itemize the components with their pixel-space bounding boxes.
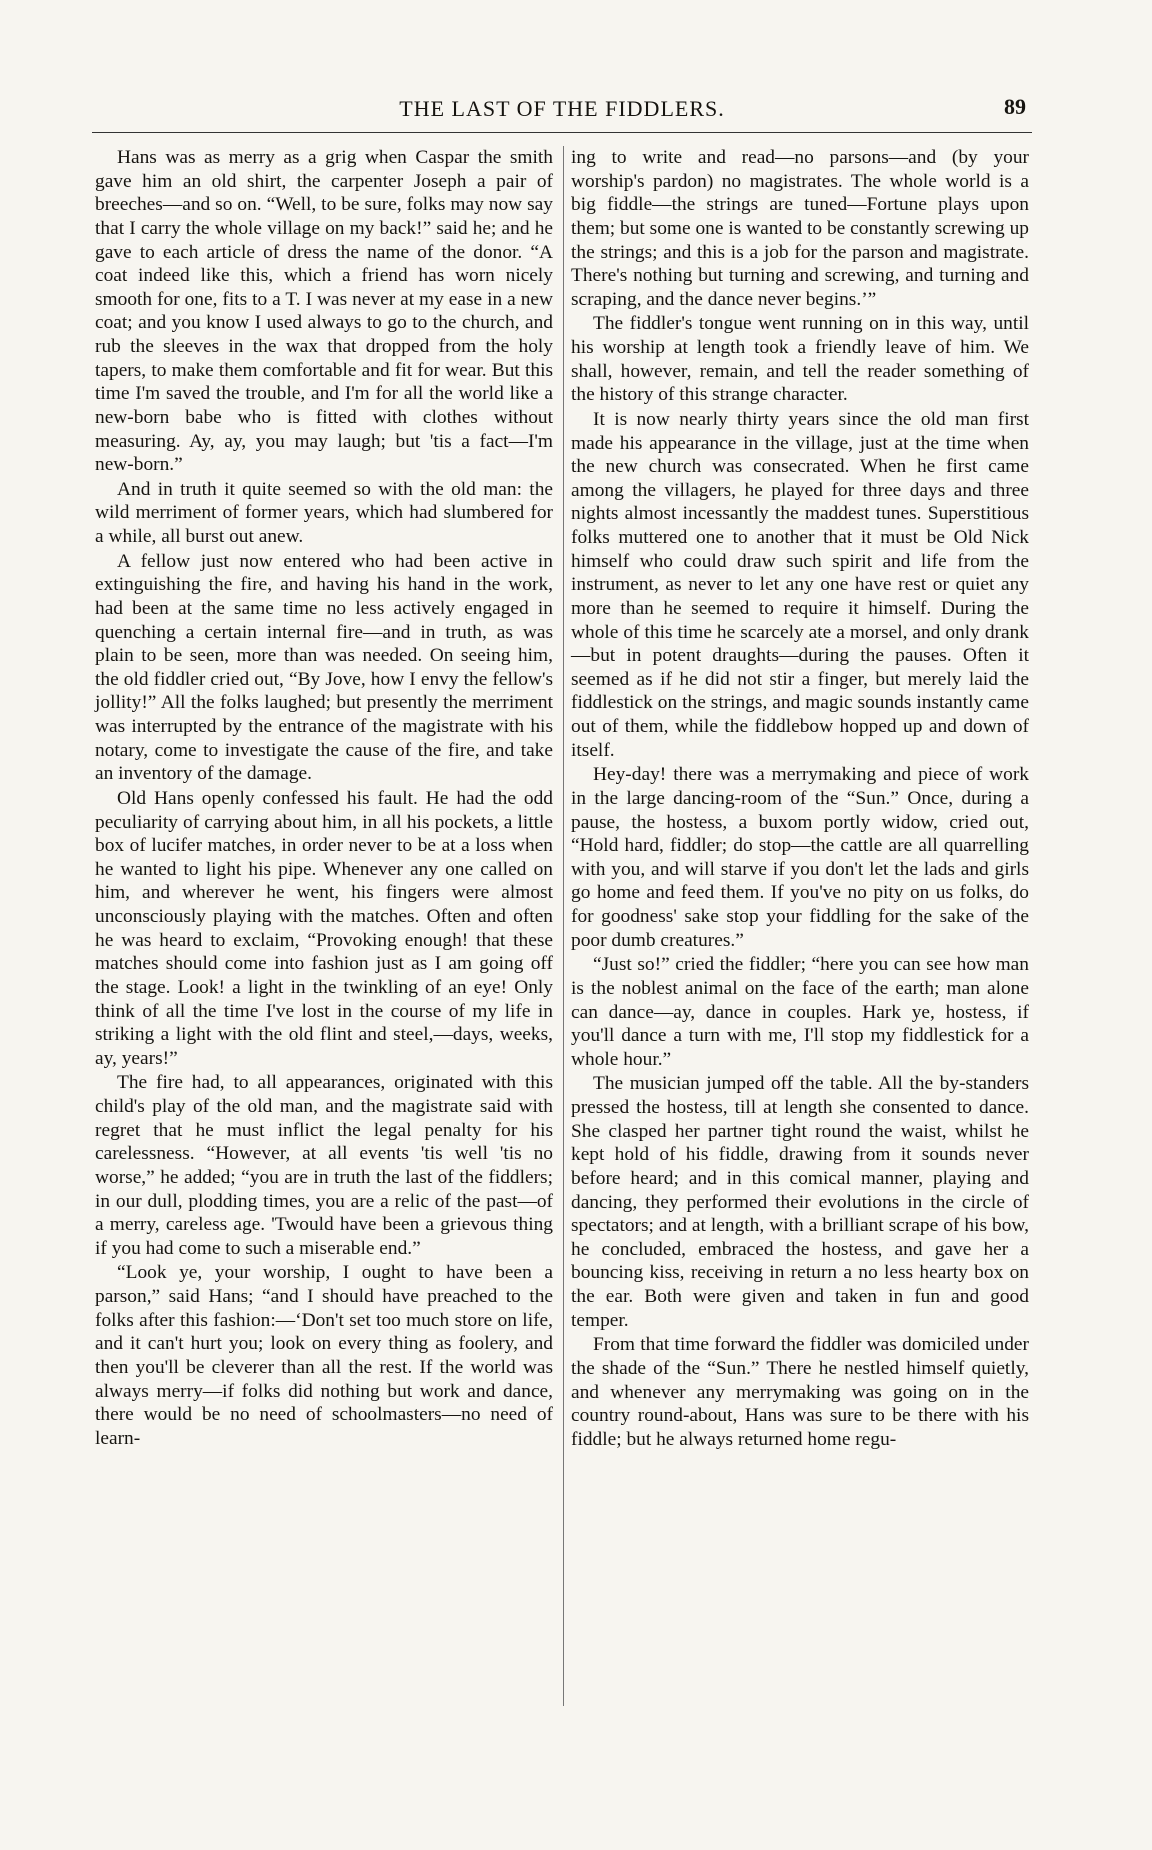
paragraph: It is now nearly thirty years since the old man first made his appearance in the village, just at the time when the new church was consecrated. When he first came among the villagers, he played for three days and three nights almost incessantly the maddest tunes. Superstitious folks muttered one to another that it must be Old Nick himself who could draw such spirit and life from the instrument, as never to let any one have rest or quiet any more than he seemed to require it himself. During the whole of this time he scarcely ate a morsel, and only drank—but in potent draughts—during the pauses. Often it seemed as if he did not stir a finger, but merely laid the fiddlestick on the strings, and magic sounds instantly came out of them, while the fiddlebow hopped up and down of itself. [571, 408, 1029, 761]
left-column [95, 146, 553, 1450]
right-column [571, 146, 1029, 1451]
column-divider [563, 146, 564, 1706]
paragraph: The fire had, to all appearances, originated with this child's play of the old man, and the magistrate said with regret that he must inflict the legal penalty for his carelessness. “However, at all events 'tis well 'tis no worse,” he added; “you are in truth the last of the fiddlers; in our dull, plodding times, you are a relic of the past—of a merry, careless age. 'Twould have been a grievous thing if you had come to such a miserable end.” [95, 1072, 553, 1259]
paragraph: “Look ye, your worship, I ought to have been a parson,” said Hans; “and I should have preached to the folks after this fashion:—‘Don't set too much store on life, and it can't hurt you; look on every thing as foolery, and then you'll be cleverer than all the rest. If the world was always merry—if folks did nothing but work and dance, there would be no need of schoolmasters—no need of learn- [95, 1262, 553, 1449]
running-header [92, 92, 1032, 133]
paragraph: Hey-day! there was a merrymaking and piece of work in the large dancing-room of the “Sun.” Once, during a pause, the hostess, a buxom portly widow, cried out, “Hold hard, fiddler; do stop—the cattle are all quarrelling with you, and will starve if you don't let the lads and girls go home and feed them. If you've no pity on us folks, do for goodness' sake stop your fiddling for the sake of the poor dumb creatures.” [571, 764, 1029, 951]
paragraph: And in truth it quite seemed so with the old man: the wild merriment of former years, which had slumbered for a while, all burst out anew. [95, 478, 553, 547]
paragraph: The fiddler's tongue went running on in this way, until his worship at length took a friendly leave of him. We shall, however, remain, and tell the reader something of the history of this strange character. [571, 313, 1029, 406]
paragraph: From that time forward the fiddler was domiciled under the shade of the “Sun.” There he nestled himself quietly, and whenever any merrymaking was going on in the country round-about, Hans was sure to be there with his fiddle; but he always returned home regu- [571, 1334, 1029, 1450]
running-title: THE LAST OF THE FIDDLERS. [399, 96, 725, 121]
paragraph: “Just so!” cried the fiddler; “here you can see how man is the noblest animal on the face of the earth; man alone can dance—ay, dance in couples. Hark ye, hostess, if you'll dance a turn with me, I'll stop my fiddlestick for a whole hour.” [571, 954, 1029, 1070]
paragraph: A fellow just now entered who had been active in extinguishing the fire, and having his hand in the work, had been at the same time no less actively engaged in quenching a certain internal fire—and in truth, as was plain to be seen, more than was needed. On seeing him, the old fiddler cried out, “By Jove, how I envy the fellow's jollity!” All the folks laughed; but presently the merriment was interrupted by the entrance of the magistrate with his notary, come to investigate the cause of the fire, and take an inventory of the damage. [95, 550, 553, 785]
paragraph-continuation: ing to write and read—no parsons—and (by your worship's pardon) no magistrates. The whole world is a big fiddle—the strings are tuned—Fortune plays upon them; but some one is wanted to be constantly screwing up the strings; and this is a job for the parson and magistrate. There's nothing but turning and screwing, and turning and scraping, and the dance never begins.’” [571, 147, 1029, 310]
paragraph: Old Hans openly confessed his fault. He had the odd peculiarity of carrying about him, in all his pockets, a little box of lucifer matches, in order never to be at a loss when he wanted to light his pipe. Whenever any one called on him, and wherever he went, his fingers were almost unconsciously playing with the matches. Often and often he was heard to exclaim, “Provoking enough! that these matches should come into fashion just as I am going off the stage. Look! a light in the twinkling of an eye! Only think of all the time I've lost in the course of my life in striking a light with the old flint and steel,—days, weeks, ay, years!” [95, 787, 553, 1069]
paragraph: The musician jumped off the table. All the by-standers pressed the hostess, till at length she consented to dance. She clasped her partner tight round the waist, whilst he kept hold of his fiddle, drawing from it sounds never before heard; and in this comical manner, playing and dancing, they performed their evolutions in the circle of spectators; and at length, with a brilliant scrape of his bow, he concluded, embraced the hostess, and gave her a bouncing kiss, receiving in return a no less hearty box on the ear. Both were given and taken in fun and good temper. [571, 1073, 1029, 1331]
paragraph: Hans was as merry as a grig when Caspar the smith gave him an old shirt, the carpenter Joseph a pair of breeches—and so on. “Well, to be sure, folks may now say that I carry the whole village on my back!” said he; and he gave to each article of dress the name of the donor. “A coat indeed like this, which a friend has worn nicely smooth for one, fits to a T. I was never at my ease in a new coat; and you know I used always to go to the church, and rub the sleeves in the wax that dropped from the holy tapers, to make them comfortable and fit for wear. But this time I'm saved the trouble, and I'm for all the world like a new-born babe who is fitted with clothes without measuring. Ay, ay, you may laugh; but 'tis a fact—I'm new-born.” [95, 147, 553, 476]
page-number: 89 [1004, 94, 1026, 119]
